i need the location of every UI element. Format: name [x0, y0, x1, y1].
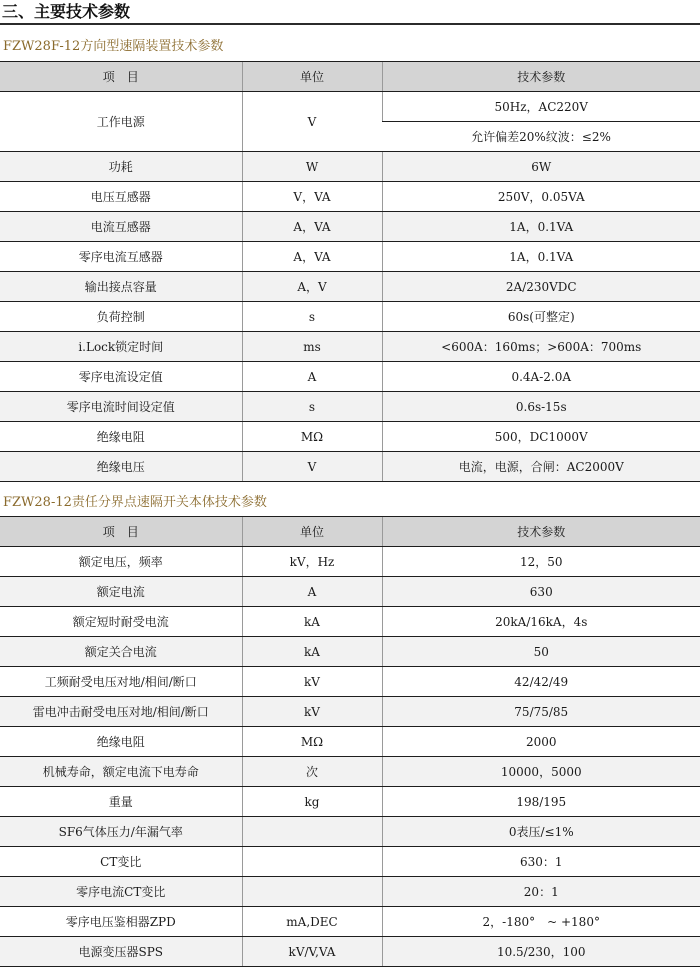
header-unit: 单位 — [242, 62, 382, 92]
cell-parameter: 50 — [382, 637, 700, 667]
cell-parameter: 1A，0.1VA — [382, 212, 700, 242]
cell-parameter: 630：1 — [382, 847, 700, 877]
table-row — [0, 452, 700, 482]
cell-item: 工频耐受电压对地/相间/断口 — [0, 667, 242, 697]
table-row — [0, 152, 700, 182]
header-parameter: 技术参数 — [382, 517, 700, 547]
cell-item: CT变比 — [0, 847, 242, 877]
table-row — [0, 212, 700, 242]
cell-item: 重量 — [0, 787, 242, 817]
cell-item: 额定关合电流 — [0, 637, 242, 667]
cell-unit: A，VA — [242, 242, 382, 272]
cell-parameter: 50Hz，AC220V — [382, 92, 700, 122]
header-parameter: 技术参数 — [382, 62, 700, 92]
cell-item: 雷电冲击耐受电压对地/相间/断口 — [0, 697, 242, 727]
cell-parameter: 允许偏差20%纹波：≤2% — [382, 122, 700, 152]
cell-item: 电流互感器 — [0, 212, 242, 242]
cell-item: 电压互感器 — [0, 182, 242, 212]
table1-title: FZW28F-12方向型速隔装置技术参数 — [3, 39, 224, 54]
cell-parameter: 20kA/16kA，4s — [382, 607, 700, 637]
table-row — [0, 787, 700, 817]
cell-parameter: 630 — [382, 577, 700, 607]
cell-item: 零序电流设定值 — [0, 362, 242, 392]
table-row — [0, 817, 700, 847]
cell-parameter: 0.4A-2.0A — [382, 362, 700, 392]
table-row — [0, 272, 700, 302]
cell-unit: A — [242, 577, 382, 607]
cell-item: 零序电流CT变比 — [0, 877, 242, 907]
cell-unit — [242, 817, 382, 847]
cell-item: 额定电压，频率 — [0, 547, 242, 577]
cell-item: 负荷控制 — [0, 302, 242, 332]
header-unit: 单位 — [242, 517, 382, 547]
cell-unit: kV — [242, 697, 382, 727]
cell-item: 机械寿命，额定电流下电寿命 — [0, 757, 242, 787]
cell-unit: V — [242, 452, 382, 482]
cell-parameter: 198/195 — [382, 787, 700, 817]
cell-item: 绝缘电压 — [0, 452, 242, 482]
cell-item: 输出接点容量 — [0, 272, 242, 302]
cell-parameter: 250V，0.05VA — [382, 182, 700, 212]
cell-parameter: 2，-180° ~ +180° — [382, 907, 700, 937]
table-row — [0, 182, 700, 212]
table-row — [0, 332, 700, 362]
cell-unit: kV/V,VA — [242, 937, 382, 967]
cell-unit: kV — [242, 667, 382, 697]
cell-unit: A — [242, 362, 382, 392]
table-header-row — [0, 62, 700, 92]
table-row — [0, 637, 700, 667]
switch-body-spec-table — [0, 516, 700, 967]
cell-item: i.Lock锁定时间 — [0, 332, 242, 362]
table-header-row — [0, 517, 700, 547]
table-row — [0, 242, 700, 272]
table-row — [0, 92, 700, 122]
cell-parameter: 20：1 — [382, 877, 700, 907]
table-row — [0, 667, 700, 697]
cell-item: 额定短时耐受电流 — [0, 607, 242, 637]
cell-parameter: 10.5/230，100 — [382, 937, 700, 967]
cell-item: 零序电流时间设定值 — [0, 392, 242, 422]
cell-unit: kg — [242, 787, 382, 817]
cell-unit: s — [242, 392, 382, 422]
cell-parameter: 2000 — [382, 727, 700, 757]
cell-parameter: 75/75/85 — [382, 697, 700, 727]
cell-item: 绝缘电阻 — [0, 422, 242, 452]
table-row — [0, 362, 700, 392]
cell-unit: V，VA — [242, 182, 382, 212]
table-row — [0, 547, 700, 577]
table-row — [0, 847, 700, 877]
cell-unit: W — [242, 152, 382, 182]
cell-parameter: 1A，0.1VA — [382, 242, 700, 272]
cell-unit: 次 — [242, 757, 382, 787]
cell-unit — [242, 847, 382, 877]
cell-item: 额定电流 — [0, 577, 242, 607]
table-row — [0, 607, 700, 637]
direction-device-spec-table — [0, 61, 700, 482]
table-row — [0, 392, 700, 422]
cell-parameter: 0.6s-15s — [382, 392, 700, 422]
table-row — [0, 422, 700, 452]
table-row — [0, 302, 700, 332]
cell-parameter: 10000，5000 — [382, 757, 700, 787]
table-row — [0, 697, 700, 727]
table-row — [0, 577, 700, 607]
cell-item: 零序电压鉴相器ZPD — [0, 907, 242, 937]
cell-item: 绝缘电阻 — [0, 727, 242, 757]
table-row — [0, 907, 700, 937]
cell-unit — [242, 877, 382, 907]
cell-unit: ms — [242, 332, 382, 362]
cell-parameter: 0表压/≤1% — [382, 817, 700, 847]
cell-unit: V — [242, 92, 382, 152]
cell-item: 功耗 — [0, 152, 242, 182]
cell-parameter: <600A：160ms；>600A：700ms — [382, 332, 700, 362]
table2-title: FZW28-12责任分界点速隔开关本体技术参数 — [3, 495, 267, 510]
cell-unit: A，V — [242, 272, 382, 302]
cell-unit: kA — [242, 607, 382, 637]
table-row — [0, 727, 700, 757]
section-divider — [0, 23, 700, 25]
cell-parameter: 12，50 — [382, 547, 700, 577]
cell-parameter: 电流，电源，合闸：AC2000V — [382, 452, 700, 482]
cell-item: 电源变压器SPS — [0, 937, 242, 967]
cell-unit: kA — [242, 637, 382, 667]
section-title: 三、主要技术参数 — [2, 2, 131, 21]
cell-item: 工作电源 — [0, 92, 242, 152]
cell-unit: MΩ — [242, 727, 382, 757]
cell-unit: s — [242, 302, 382, 332]
cell-parameter: 6W — [382, 152, 700, 182]
cell-item: 零序电流互感器 — [0, 242, 242, 272]
cell-parameter: 2A/230VDC — [382, 272, 700, 302]
cell-parameter: 42/42/49 — [382, 667, 700, 697]
cell-parameter: 500，DC1000V — [382, 422, 700, 452]
cell-unit: MΩ — [242, 422, 382, 452]
table-row — [0, 757, 700, 787]
cell-unit: mA,DEC — [242, 907, 382, 937]
header-item: 项 目 — [0, 517, 242, 547]
header-item: 项 目 — [0, 62, 242, 92]
cell-parameter: 60s(可整定) — [382, 302, 700, 332]
cell-unit: A，VA — [242, 212, 382, 242]
cell-unit: kV，Hz — [242, 547, 382, 577]
table-row — [0, 937, 700, 967]
cell-item: SF6气体压力/年漏气率 — [0, 817, 242, 847]
table-row — [0, 877, 700, 907]
